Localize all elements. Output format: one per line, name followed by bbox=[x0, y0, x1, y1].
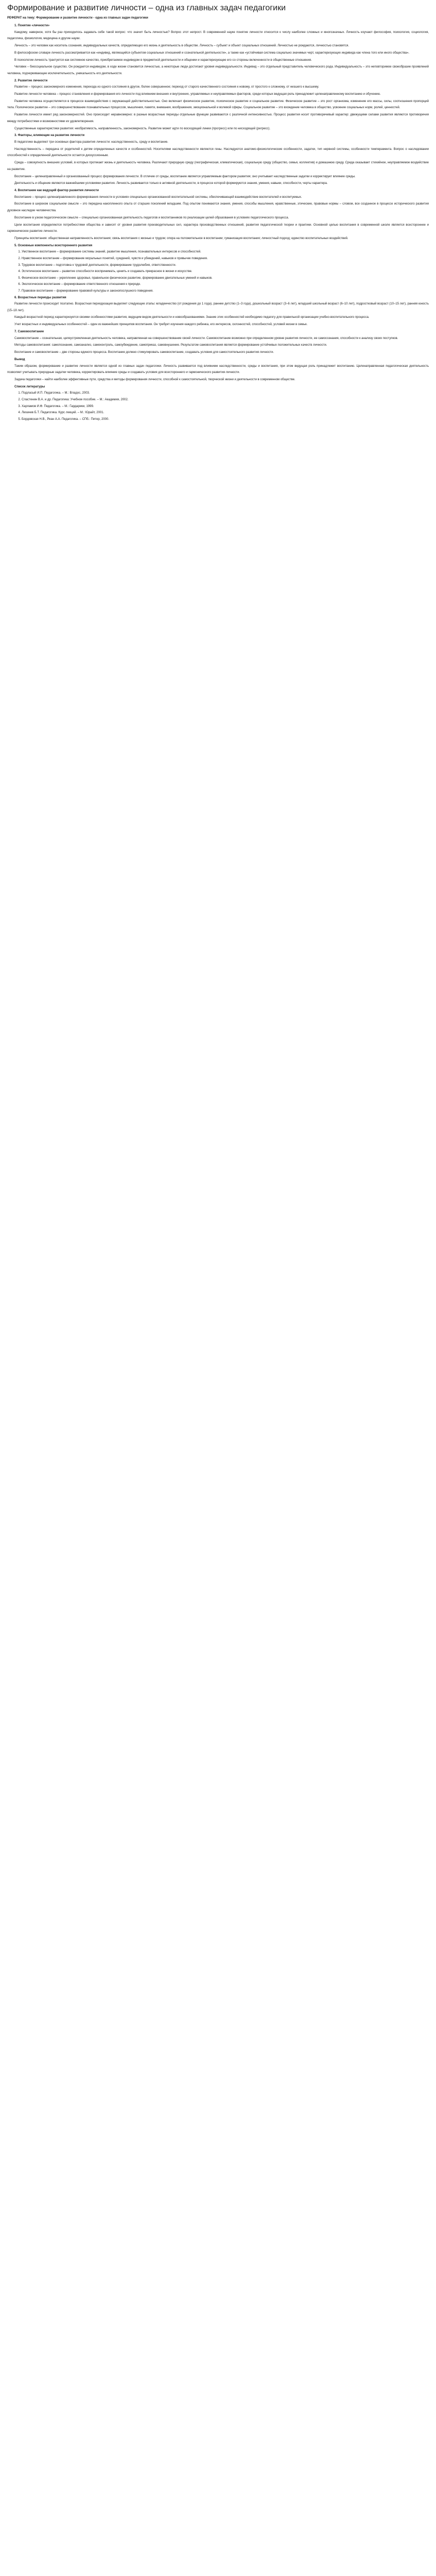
list-item: 5. Физическое воспитание – укрепление здоровья, правильное физическое развитие, формирование двигательных умений и навыков. bbox=[22, 275, 429, 282]
paragraph: Задача педагогики – найти наиболее эффективные пути, средства и методы формирования личности, способной к самостоятельной, творческой жизни и деятельности в современном обществе. bbox=[14, 378, 295, 381]
paragraph: Человек – биосоциальное существо. Он рождается индивидом, в ходе жизни становится личностью, а некоторые люди достигают уровня индивидуальности. Индивид – это отдельный представитель человеческого рода. Индивидуальность – это неповторимое своеобразие проявлений человека, подчеркивающее исключительность, уникальность его деятельности. bbox=[7, 65, 429, 75]
section-heading: 3. Факторы, влияющие на развитие личности bbox=[14, 134, 85, 138]
list-item: 4. Эстетическое воспитание – развитие способности воспринимать, ценить и создавать прекрасное в жизни и искусстве. bbox=[22, 268, 429, 275]
numbered-list bbox=[7, 249, 429, 294]
paragraph: Таким образом, формирование и развитие личности является одной из главных задач педагогики. Личность развивается под влиянием наследственности, среды и воспитания, при этом ведущая роль принадлежит воспитанию. Целенаправленная педагогическая деятельность позволяет учитывать природные задатки человека, корректировать влияние среды и создавать условия для всестороннего и гармонического развития личности. bbox=[7, 364, 429, 375]
list-item: 5. Бордовская Н.В., Реан А.А. Педагогика. – СПб.: Питер, 2000. bbox=[22, 416, 429, 423]
paragraph: Каждому, наверное, хотя бы раз приходилось задавать себе такой вопрос: что значит быть личностью? Вопрос этот непрост. В современной науке понятие личности относится к числу наиболее сложных и многозначных. Личность изучают философия, психология, социология, педагогика, физиология, медицина и другие науки. bbox=[7, 30, 429, 41]
section-heading: 2. Развитие личности bbox=[14, 79, 48, 82]
list-item: 7. Правовое воспитание – формирование правовой культуры и законопослушного поведения. bbox=[22, 288, 429, 295]
list-item: 1. Подласый И.П. Педагогика. – М.: Владос, 2003. bbox=[22, 390, 429, 397]
paragraph: Воспитание в широком социальном смысле – это передача накопленного опыта от старших поколений младшим. Под опытом понимаются знания, умения, способы мышления, нравственные, этические, правовые нормы – словом, все созданное в процессе исторического развития духовное наследие человечества. bbox=[7, 202, 429, 213]
paragraph: В педагогике выделяют три основных фактора развития личности: наследственность, среду и воспитание. bbox=[14, 140, 168, 144]
paragraph: Наследственность – передача от родителей к детям определенных качеств и особенностей. Носителями наследственности являются гены. Наследуются анатомо-физиологические особенности, задатки, тип нервной системы, особенности темперамента. Вопрос о наследовании способностей к определенной деятельности остается дискуссионным. bbox=[7, 147, 429, 158]
paragraph: Личность – это человек как носитель сознания, индивидуальных качеств, определяющих его жизнь и деятельность в обществе. Личность – субъект и объект социальных отношений. Личностью не рождаются, личностью становятся. bbox=[14, 44, 350, 47]
document-page bbox=[7, 0, 429, 422]
document-body bbox=[7, 23, 429, 422]
list-item: 6. Экологическое воспитание – формирование ответственного отношения к природе. bbox=[22, 281, 429, 288]
section-heading: Список литературы bbox=[14, 385, 45, 388]
paragraph: Воспитание – целенаправленный и организованный процесс формирования личности. В отличие от среды, воспитание является управляемым фактором развития; оно учитывает наследственные задатки и корректирует влияние среды. bbox=[14, 175, 356, 178]
document-subtitle: РЕФЕРАТ на тему: Формирование и развитие личности - одна из главных задач педагогики bbox=[7, 16, 148, 20]
paragraph: Деятельность и общение являются важнейшими условиями развития. Личность развивается только в активной деятельности, в процессе которой формируются знания, умения, навыки, способности, черты характера. bbox=[14, 182, 328, 185]
list-item: 3. Трудовое воспитание – подготовка к трудовой деятельности, формирование трудолюбия, ответственности. bbox=[22, 262, 429, 269]
paragraph: Принципы воспитания: общественная направленность воспитания; связь воспитания с жизнью и трудом; опора на положительное в воспитании; гуманизация воспитания; личностный подход; единство воспитательных воздействий. bbox=[14, 236, 348, 240]
paragraph: Самовоспитание – сознательная, целеустремленная деятельность человека, направленная на совершенствование своей личности. Самовоспитание возможно при определенном уровне развития личности, ее самосознания, способности к анализу своих поступков. bbox=[14, 336, 398, 340]
list-item: 1. Умственное воспитание – формирование системы знаний, развитие мышления, познавательных интересов и способностей. bbox=[22, 249, 429, 256]
paragraph: Существенные характеристики развития: необратимость, направленность, закономерность. Развитие может идти по восходящей линии (прогресс) или по нисходящей (регресс). bbox=[14, 127, 271, 130]
paragraph: Воспитание – процесс целенаправленного формирования личности в условиях специально организованной воспитательной системы, обеспечивающей взаимодействие воспитателей и воспитуемых. bbox=[14, 195, 302, 199]
section-heading: 5. Основные компоненты всестороннего развития bbox=[14, 244, 93, 247]
section-heading: 7. Самовоспитание bbox=[14, 330, 44, 334]
section-heading: 4. Воспитание как ведущий фактор развития личности bbox=[14, 189, 99, 193]
paragraph: В философском словаре личность рассматривается как «индивид, являющийся субъектом социальных отношений и сознательной деятельности», а также как «устойчивая система социально значимых черт, характеризующих индивида как члена того или иного общества». bbox=[14, 51, 410, 55]
paragraph: Воспитание в узком педагогическом смысле – специально организованная деятельность педагогов и воспитанников по реализации целей образования в условиях педагогического процесса. bbox=[14, 216, 289, 219]
paragraph: Развитие человека осуществляется в процессе взаимодействия с окружающей действительностью. Оно включает физическое развитие, психическое развитие и социальное развитие. Физическое развитие – это рост организма, изменение его массы, силы, соотношения пропорций тела. Психическое развитие – это совершенствование познавательных процессов, мышления, памяти, внимания, воображения, эмоциональной и волевой сферы. Социальное развитие – это вхождение человека в общество, усвоение социальных норм, ролей, ценностей. bbox=[7, 99, 429, 110]
paragraph: Среда – совокупность внешних условий, в которых протекает жизнь и деятельность человека. Различают природную среду (географическая, климатическая), социальную среду (общество, семья, коллектив) и домашнюю среду. Среда оказывает стихийное, неуправляемое воздействие на развитие. bbox=[7, 161, 429, 171]
page-title: Формирование и развитие личности – одна из главных задач педагогики bbox=[7, 4, 286, 12]
section-heading: 1. Понятие «личности» bbox=[14, 24, 50, 27]
list-item: 2. Нравственное воспитание – формирование моральных понятий, суждений, чувств и убеждений, навыков и привычек поведения. bbox=[22, 256, 429, 262]
paragraph: Методы самовоспитания: самопознание, самоанализ, самоконтроль, самоубеждение, самоприказ, самовнушение. Результатом самовоспитания является формирование устойчивых положительных качеств личности. bbox=[14, 344, 327, 347]
paragraph: Развитие – процесс закономерного изменения, перехода из одного состояния в другое, более совершенное; переход от старого качественного состояния к новому, от простого к сложному, от низшего к высшему. bbox=[14, 86, 319, 89]
list-item: 2. Сластенин В.А. и др. Педагогика: Учебное пособие. – М.: Академия, 2002. bbox=[22, 397, 429, 403]
list-item: 3. Харламов И.Ф. Педагогика. – М.: Гардарики, 1999. bbox=[22, 403, 429, 410]
numbered-list bbox=[7, 390, 429, 422]
paragraph: Цели воспитания определяются потребностями общества и зависят от уровня развития производительных сил, характера производственных отношений, развития педагогической теории и практики. Основной целью воспитания в современной школе является всестороннее и гармоническое развитие личности. bbox=[7, 223, 429, 233]
paragraph: Воспитание и самовоспитание – две стороны единого процесса. Воспитание должно стимулировать самовоспитание, создавать условия для самостоятельного развития личности. bbox=[14, 351, 274, 354]
paragraph: Развитие личности человека – процесс становления и формирования его личности под влиянием внешних и внутренних, управляемых и неуправляемых факторов, среди которых ведущая роль принадлежит целенаправленному воспитанию и обучению. bbox=[14, 93, 381, 96]
section-heading: Вывод bbox=[14, 358, 25, 361]
paragraph: В психологии личность трактуется как системное качество, приобретаемое индивидом в предметной деятельности и общении и характеризующее его со стороны включенности в общественные отношения. bbox=[14, 58, 312, 62]
section-heading: 6. Возрастные периоды развития bbox=[14, 296, 66, 299]
list-item: 4. Лихачев Б.Т. Педагогика. Курс лекций. – М.: Юрайт, 2001. bbox=[22, 410, 429, 416]
paragraph: Учет возрастных и индивидуальных особенностей – один из важнейших принципов воспитания. Он требует изучения каждого ребенка, его интересов, склонностей, способностей, условий жизни в семье. bbox=[14, 323, 308, 327]
paragraph: Развитие личности имеет ряд закономерностей. Оно происходит неравномерно: в разные возрастные периоды отдельные функции развиваются с различной интенсивностью. Процесс развития носит противоречивый характер: движущими силами развития являются противоречия между потребностями и возможностями их удовлетворения. bbox=[7, 113, 429, 123]
paragraph: Каждый возрастной период характеризуется своими особенностями развития, ведущим видом деятельности и новообразованиями. Знание этих особенностей необходимо педагогу для правильной организации учебно-воспитательного процесса. bbox=[14, 316, 370, 319]
paragraph: Развитие личности происходит поэтапно. Возрастная периодизация выделяет следующие этапы: младенчество (от рождения до 1 года), раннее детство (1–3 года), дошкольный возраст (3–6 лет), младший школьный возраст (6–10 лет), подростковый возраст (10–15 лет), ранняя юность (15–18 лет). bbox=[7, 302, 429, 312]
